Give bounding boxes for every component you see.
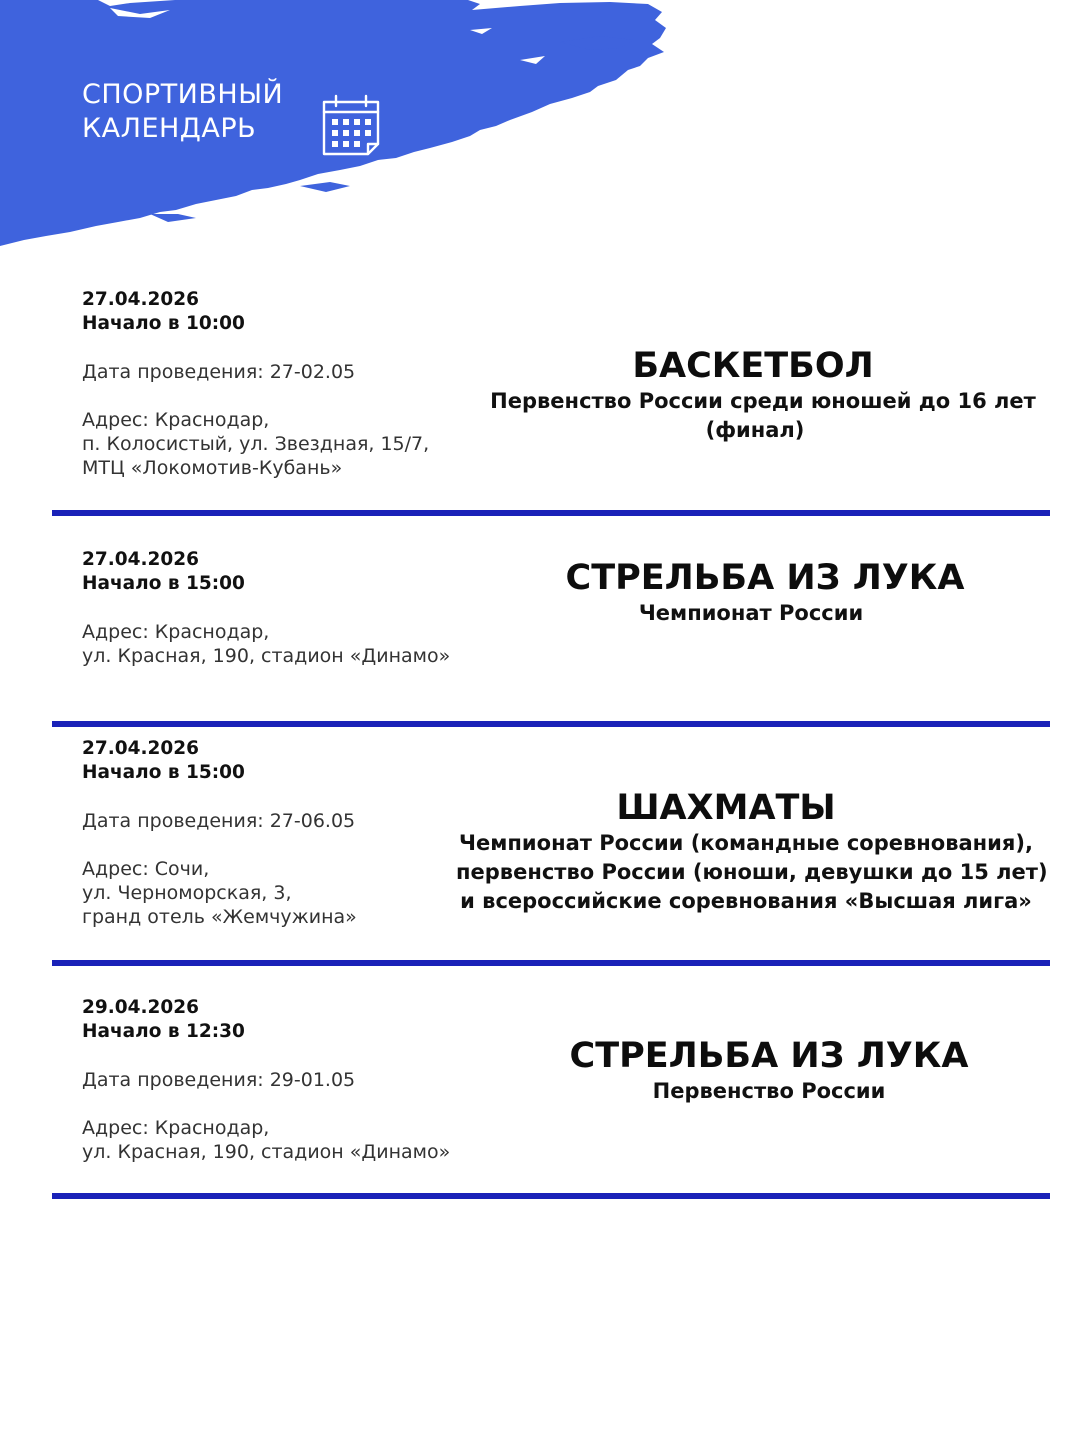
event-sport: СТРЕЛЬБА ИЗ ЛУКА: [565, 558, 965, 598]
event-sport: СТРЕЛЬБА ИЗ ЛУКА: [569, 1036, 969, 1076]
event-title-block: [520, 557, 1010, 628]
event-address-line: ул. Черноморская, 3,: [82, 882, 292, 904]
event-description: [524, 1077, 1014, 1106]
event-info: [82, 737, 482, 929]
event-description-line: Первенство России: [652, 1079, 886, 1103]
event-date: 27.04.2026: [82, 549, 200, 570]
event-description-line: (финал): [705, 418, 805, 442]
event-info: [82, 548, 482, 668]
event-address-line: ул. Красная, 190, стадион «Динамо»: [82, 1141, 451, 1163]
event-address: [82, 857, 482, 929]
event-sport: ШАХМАТЫ: [616, 788, 836, 828]
event-info: [82, 996, 482, 1164]
header-title-line2: КАЛЕНДАРЬ: [82, 113, 257, 144]
header-banner: [0, 0, 680, 260]
event-address-line: п. Колосистый, ул. Звездная, 15/7,: [82, 433, 430, 455]
event-address-line: гранд отель «Жемчужина»: [82, 906, 357, 928]
event-divider: [52, 960, 1050, 966]
event-date: 27.04.2026: [82, 738, 200, 759]
event-period: Дата проведения: 27-06.05: [82, 810, 356, 832]
event-address-line: Адрес: Сочи,: [82, 858, 210, 880]
event-address-line: Адрес: Краснодар,: [82, 621, 270, 643]
event-description: [484, 387, 1042, 445]
event-address-line: ул. Красная, 190, стадион «Динамо»: [82, 645, 451, 667]
event-address-line: Адрес: Краснодар,: [82, 409, 270, 431]
event-address: [82, 408, 482, 480]
event-start-time: Начало в 15:00: [82, 573, 245, 594]
event-divider: [52, 721, 1050, 727]
event-description-line: первенство России (юноши, девушки до 15 лет): [456, 860, 1048, 884]
event-period: Дата проведения: 27-02.05: [82, 361, 356, 383]
event-address: [82, 1116, 482, 1164]
event-address-line: МТЦ «Локомотив-Кубань»: [82, 457, 343, 479]
event-start-time: Начало в 10:00: [82, 313, 245, 334]
event-start-time: Начало в 15:00: [82, 762, 245, 783]
event-address-line: Адрес: Краснодар,: [82, 1117, 270, 1139]
event-divider: [52, 1193, 1050, 1199]
event-description: [492, 599, 1010, 628]
event-description-line: Чемпионат России: [638, 601, 864, 625]
header-title-line1: СПОРТИВНЫЙ: [82, 79, 284, 110]
event-date: 27.04.2026: [82, 289, 200, 310]
event-description: [456, 829, 1048, 916]
event-date: 29.04.2026: [82, 997, 200, 1018]
event-sport: БАСКЕТБОЛ: [632, 346, 874, 386]
event-title-block: [456, 787, 1048, 916]
event-start-time: Начало в 12:30: [82, 1021, 245, 1042]
event-description-line: и всероссийские соревнования «Высшая лига»: [460, 889, 1032, 913]
event-description-line: Первенство России среди юношей до 16 лет: [490, 389, 1036, 413]
event-description-line: Чемпионат России (командные соревнования),: [459, 831, 1033, 855]
event-period: Дата проведения: 29-01.05: [82, 1069, 356, 1091]
event-info: [82, 288, 482, 480]
event-title-block: [524, 1035, 1014, 1106]
header-title: [82, 78, 283, 146]
event-title-block: [484, 345, 1042, 445]
event-divider: [52, 510, 1050, 516]
event-address: [82, 620, 482, 668]
calendar-icon: [318, 92, 384, 158]
